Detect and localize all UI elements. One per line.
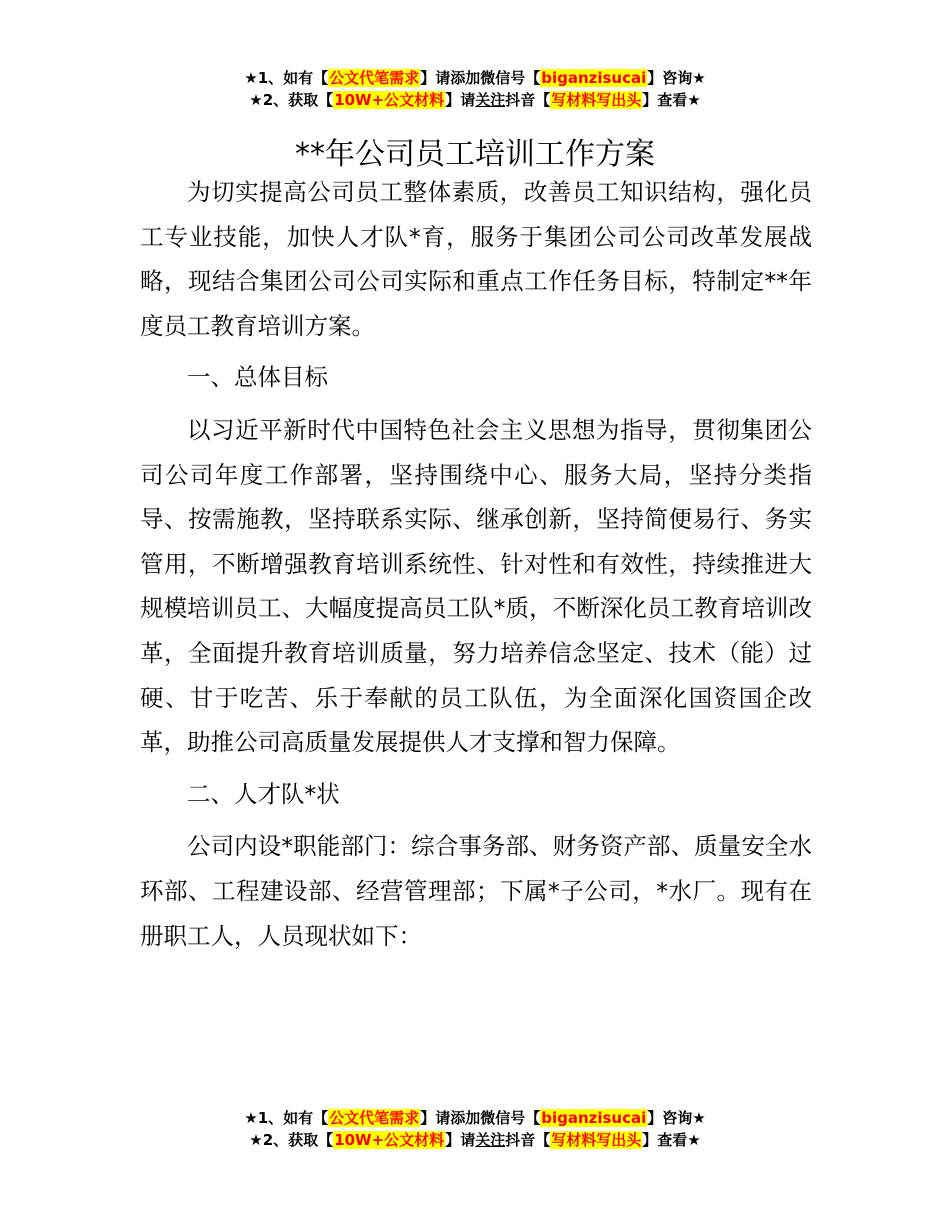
banner-underlined-follow: 关注 — [475, 1131, 506, 1149]
banner-highlight-douyin-account: 写材料写出头 — [551, 91, 642, 109]
banner-line-1 — [0, 1107, 950, 1129]
banner-text: ★2、获取【 — [249, 91, 334, 109]
banner-text: ★1、如有【 — [244, 1109, 329, 1127]
status-paragraph: 公司内设*职能部门：综合事务部、财务资产部、质量安全水环部、工程建设部、经营管理部；下属*子公司，*水厂。现有在册职工人，人员现状如下： — [140, 832, 812, 950]
header-banner — [0, 67, 950, 111]
banner-text: 抖音【 — [505, 91, 551, 109]
section-heading-talent-status: 二、人才队*状 — [187, 779, 340, 808]
footer-banner — [0, 1107, 950, 1151]
banner-underlined-follow: 关注 — [475, 91, 506, 109]
banner-highlight-materials: 10W+公文材料 — [334, 1131, 445, 1149]
banner-line-1 — [0, 67, 950, 89]
banner-text: 】请添加微信号【 — [420, 1109, 541, 1127]
banner-highlight-wechat-id: biganzisucai — [541, 69, 647, 87]
banner-line-2 — [0, 89, 950, 111]
intro-paragraph: 为切实提高公司员工整体素质，改善员工知识结构，强化员工专业技能，加快人才队*育，服务于集团公司公司改革发展战略，现结合集团公司公司实际和重点工作任务目标，特制定**年度员工教育培训方案。 — [140, 178, 812, 340]
goal-paragraph: 以习近平新时代中国特色社会主义思想为指导，贯彻集团公司公司年度工作部署，坚持围绕中心、服务大局，坚持分类指导、按需施教，坚持联系实际、继承创新，坚持简便易行、务实管用，不断增强教育培训系统性、针对性和有效性，持续推进大规模培训员工、大幅度提高员工队*质，不断深化员工教育培训改革，全面提升教育培训质量，努力培养信念坚定、技术（能）过硬、甘于吃苦、乐于奉献的员工队伍，为全面深化国资国企改革，助推公司高质量发展提供人才支撑和智力保障。 — [140, 415, 812, 757]
document-body — [140, 170, 812, 965]
banner-text: 】咨询★ — [647, 1109, 706, 1127]
banner-text: 】请 — [445, 91, 476, 109]
banner-highlight-service: 公文代笔需求 — [329, 1109, 420, 1127]
banner-text: 抖音【 — [505, 1131, 551, 1149]
banner-text: ★1、如有【 — [244, 69, 329, 87]
banner-text: 】咨询★ — [647, 69, 706, 87]
banner-highlight-wechat-id: biganzisucai — [541, 1109, 647, 1127]
banner-highlight-douyin-account: 写材料写出头 — [551, 1131, 642, 1149]
document-title: **年公司员工培训工作方案 — [295, 137, 655, 173]
section-heading-overall-goal: 一、总体目标 — [187, 363, 328, 392]
banner-text: 】查看★ — [642, 1131, 701, 1149]
banner-text: 】查看★ — [642, 91, 701, 109]
banner-line-2 — [0, 1129, 950, 1151]
banner-text: 】请添加微信号【 — [420, 69, 541, 87]
banner-text: ★2、获取【 — [249, 1131, 334, 1149]
banner-highlight-service: 公文代笔需求 — [329, 69, 420, 87]
banner-highlight-materials: 10W+公文材料 — [334, 91, 445, 109]
banner-text: 】请 — [445, 1131, 476, 1149]
